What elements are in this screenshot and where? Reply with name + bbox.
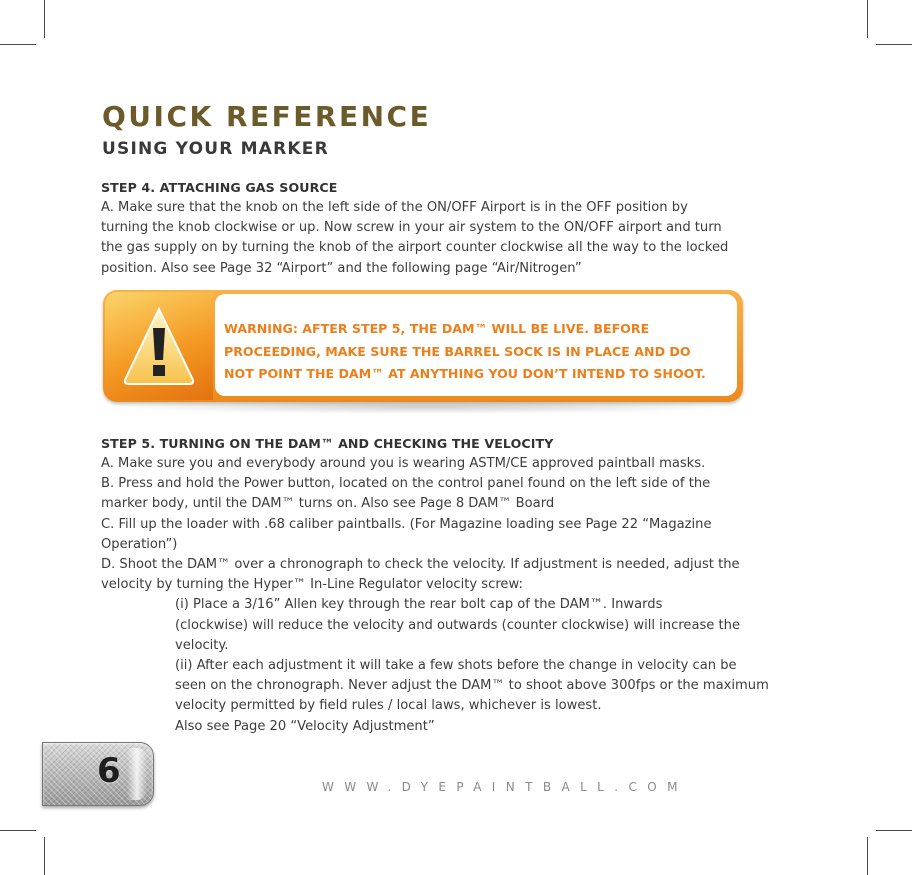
- step4-line: position. Also see Page 32 “Airport” and the following page “Air/Nitrogen”: [101, 260, 582, 276]
- step5-line: Operation”): [101, 536, 178, 552]
- warning-shadow: [108, 400, 744, 414]
- step5-line: B. Press and hold the Power button, located on the control panel found on the left side of the: [101, 476, 711, 492]
- warning-line: NOT POINT THE DAM™ AT ANYTHING YOU DON’T INTEND TO SHOOT.: [224, 366, 706, 382]
- step5-indented-line: seen on the chronograph. Never adjust the DAM™ to shoot above 300fps or the maximum: [175, 678, 769, 694]
- step5-line: A. Make sure you and everybody around you is wearing ASTM/CE approved paintball masks.: [101, 456, 706, 471]
- warning-line: PROCEEDING, MAKE SURE THE BARREL SOCK IS IN PLACE AND DO: [224, 343, 691, 359]
- step5-line: marker body, until the DAM™ turns on. Also see Page 8 DAM™ Board: [101, 496, 555, 512]
- badge-highlight: [127, 748, 147, 800]
- step5-text: [101, 454, 821, 737]
- crop-mark: [867, 0, 868, 38]
- warning-line: WARNING: AFTER STEP 5, THE DAM™ WILL BE LIVE. BEFORE: [224, 321, 650, 336]
- step5-indented-line: velocity.: [175, 637, 229, 653]
- crop-mark: [876, 44, 912, 45]
- step4-heading: STEP 4. ATTACHING GAS SOURCE: [101, 180, 338, 195]
- step5-line: velocity by turning the Hyper™ In-Line Regulator velocity screw:: [101, 577, 523, 593]
- page-number-badge: [42, 742, 154, 806]
- step5-indented-line: (clockwise) will reduce the velocity and outwards (counter clockwise) will increase the: [175, 617, 741, 633]
- step5-indented-line: (ii) After each adjustment it will take a few shots before the change in velocity can be: [175, 658, 737, 674]
- warning-exclamation-icon: [123, 306, 195, 386]
- crop-mark: [867, 837, 868, 875]
- step4-line: turning the knob clockwise or up. Now screw in your air system to the ON/OFF airport and turn: [101, 220, 722, 236]
- crop-mark: [44, 0, 45, 38]
- warning-icon-panel: [105, 292, 213, 400]
- step5-heading: STEP 5. TURNING ON THE DAM™ AND CHECKING THE VELOCITY: [101, 436, 554, 451]
- website-url: WWW.DYEPAINTBALL.COM: [322, 780, 688, 794]
- crop-mark: [0, 44, 36, 45]
- page-number: 6: [97, 751, 121, 791]
- step5-indented-line: (i) Place a 3/16” Allen key through the rear bolt cap of the DAM™. Inwards: [175, 597, 663, 613]
- crop-mark: [44, 837, 45, 875]
- step5-indented-line: Also see Page 20 “Velocity Adjustment”: [175, 718, 435, 734]
- step5-line: D. Shoot the DAM™ over a chronograph to check the velocity. If adjustment is needed, adjust the: [101, 557, 740, 573]
- step4-text: [101, 198, 821, 279]
- step5-indented-line: velocity permitted by field rules / local laws, whichever is lowest.: [175, 698, 602, 714]
- crop-mark: [876, 830, 912, 831]
- page-title: QUICK REFERENCE: [102, 100, 432, 133]
- crop-mark: [0, 830, 36, 831]
- warning-text: [224, 318, 734, 386]
- page-subtitle: USING YOUR MARKER: [102, 139, 329, 159]
- step4-line: A. Make sure that the knob on the left side of the ON/OFF Airport is in the OFF position by: [101, 200, 688, 215]
- step5-line: C. Fill up the loader with .68 caliber paintballs. (For Magazine loading see Page 22 “Magazine: [101, 516, 712, 532]
- step4-line: the gas supply on by turning the knob of the airport counter clockwise all the way to the locked: [101, 240, 729, 256]
